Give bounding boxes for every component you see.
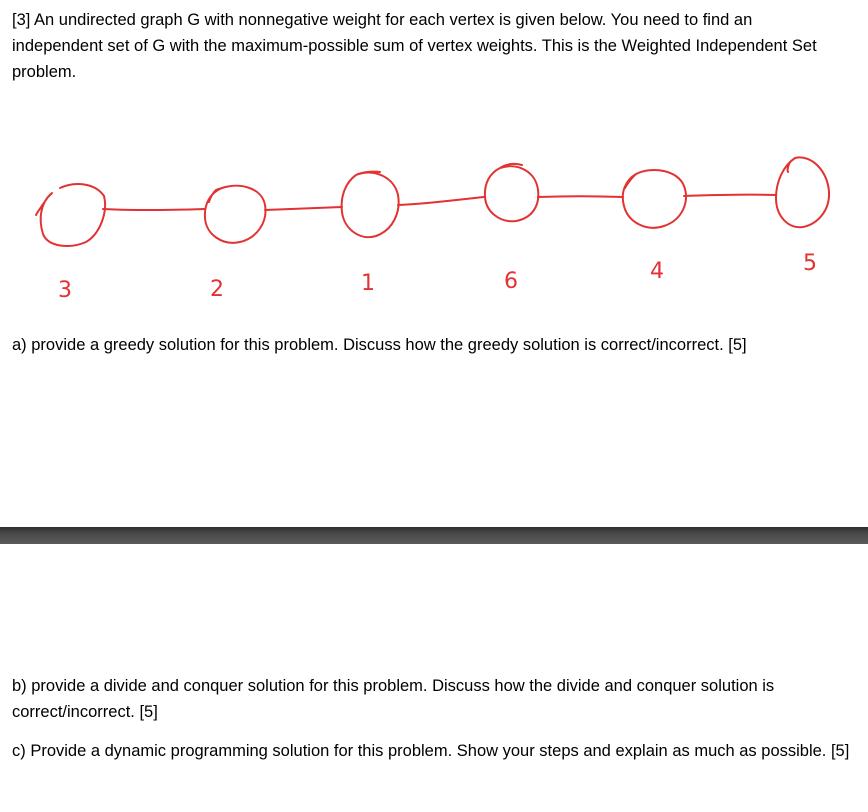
question-b: b) provide a divide and conquer solution for this problem. Discuss how the divide and conquer solution is correct/incorrect. [5] <box>12 677 775 721</box>
section-divider <box>0 527 868 544</box>
vertex-3 <box>342 172 399 238</box>
question-a: a) provide a greedy solution for this problem. Discuss how the greedy solution is correct/incorrect. [5] <box>12 336 747 354</box>
edge-1-2 <box>103 209 205 210</box>
vertex-4-weight: 6 <box>504 269 518 294</box>
edge-4-5 <box>538 196 623 197</box>
vertex-4 <box>485 164 538 221</box>
vertex-6-weight: 5 <box>803 251 817 276</box>
vertex-2 <box>205 186 266 243</box>
vertex-5 <box>623 170 686 228</box>
path-graph-drawing <box>0 150 868 310</box>
edge-5-6 <box>684 195 776 196</box>
vertex-5-weight: 4 <box>650 259 664 284</box>
edge-2-3 <box>265 207 342 210</box>
problem-statement: [3] An undirected graph G with nonnegative weight for each vertex is given below. You need to find an independent set of G with the maximum-possible sum of vertex weights. This is the Weighted Independent Set problem. <box>12 11 817 81</box>
edge-3-4 <box>398 197 484 205</box>
vertex-3-weight: 1 <box>361 271 375 296</box>
vertex-2-weight: 2 <box>210 277 224 302</box>
question-c: c) Provide a dynamic programming solution for this problem. Show your steps and explain as much as possible. [5] <box>12 742 850 760</box>
vertex-1 <box>36 184 105 246</box>
vertex-6 <box>776 157 829 227</box>
vertex-1-weight: 3 <box>58 278 72 303</box>
